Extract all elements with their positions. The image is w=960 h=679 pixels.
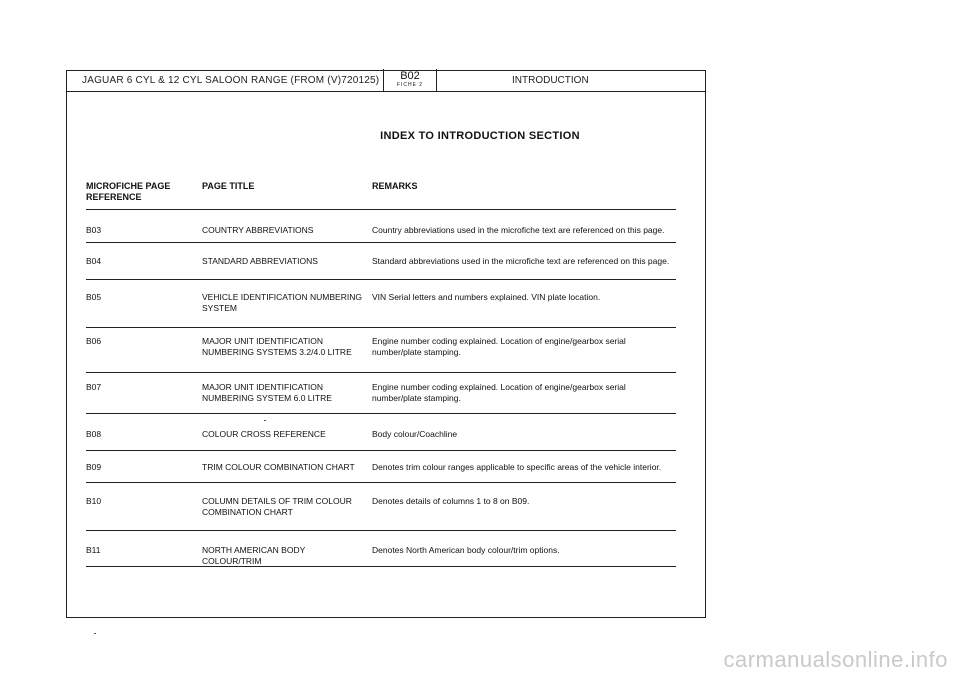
row-page-title: STANDARD ABBREVIATIONS [202, 256, 318, 266]
table-row [86, 462, 676, 483]
watermark: carmanualsonline.info [723, 647, 948, 672]
column-headers [86, 181, 676, 210]
row-page-title: TRIM COLOUR COMBINATION CHART [202, 462, 355, 472]
row-page-title: COLUMN DETAILS OF TRIM COLOUR COMBINATION CHART [202, 496, 352, 517]
scan-speck [94, 633, 96, 634]
row-remarks: Country abbreviations used in the microfiche text are referenced on this page. [372, 225, 665, 235]
fiche-number: FICHE 2 [396, 82, 424, 88]
table-row [86, 225, 676, 243]
column-header-reference: MICROFICHE PAGE REFERENCE [86, 181, 171, 202]
row-page-title: MAJOR UNIT IDENTIFICATION NUMBERING SYSTEMS 3.2/4.0 LITRE [202, 336, 352, 357]
table-row [86, 292, 676, 328]
row-page-title: VEHICLE IDENTIFICATION NUMBERING SYSTEM [202, 292, 362, 313]
row-remarks: Engine number coding explained. Location of engine/gearbox serial number/plate stamping. [372, 336, 626, 357]
row-remarks: Body colour/Coachline [372, 429, 458, 439]
row-reference: B03 [86, 225, 102, 235]
table-row [86, 382, 676, 414]
row-remarks: Denotes details of columns 1 to 8 on B09. [372, 496, 530, 506]
row-reference: B06 [86, 336, 102, 346]
row-page-title: COUNTRY ABBREVIATIONS [202, 225, 314, 235]
row-page-title: NORTH AMERICAN BODY COLOUR/TRIM [202, 545, 306, 566]
row-page-title: MAJOR UNIT IDENTIFICATION NUMBERING SYSTEM 6.0 LITRE [202, 382, 332, 403]
header-manual-title: JAGUAR 6 CYL & 12 CYL SALOON RANGE (FROM (V)720125) [82, 75, 380, 86]
row-remarks: VIN Serial letters and numbers explained. VIN plate location. [372, 292, 601, 302]
row-reference: B10 [86, 496, 102, 506]
row-reference: B04 [86, 256, 102, 266]
page-title: INDEX TO INTRODUCTION SECTION [380, 130, 580, 142]
table-row [86, 336, 676, 373]
fiche-page-code: B02 [400, 70, 420, 82]
scan-speck [264, 420, 266, 421]
row-remarks: Standard abbreviations used in the microfiche text are referenced on this page. [372, 256, 670, 266]
table-row [86, 496, 676, 531]
row-reference: B11 [86, 545, 101, 555]
column-header-remarks: REMARKS [372, 181, 418, 191]
row-reference: B07 [86, 382, 102, 392]
row-remarks: Denotes trim colour ranges applicable to specific areas of the vehicle interior. [372, 462, 662, 472]
table-row [86, 545, 676, 567]
row-reference: B09 [86, 462, 102, 472]
fiche-code-box [383, 69, 437, 91]
page-header [66, 70, 706, 92]
header-section-name: INTRODUCTION [512, 75, 589, 86]
table-row [86, 429, 676, 451]
row-remarks: Engine number coding explained. Location of engine/gearbox serial number/plate stamping. [372, 382, 626, 403]
row-reference: B05 [86, 292, 102, 302]
row-remarks: Denotes North American body colour/trim options. [372, 545, 560, 555]
row-reference: B08 [86, 429, 102, 439]
column-header-page-title: PAGE TITLE [202, 181, 255, 191]
row-page-title: COLOUR CROSS REFERENCE [202, 429, 326, 439]
table-row [86, 256, 676, 280]
